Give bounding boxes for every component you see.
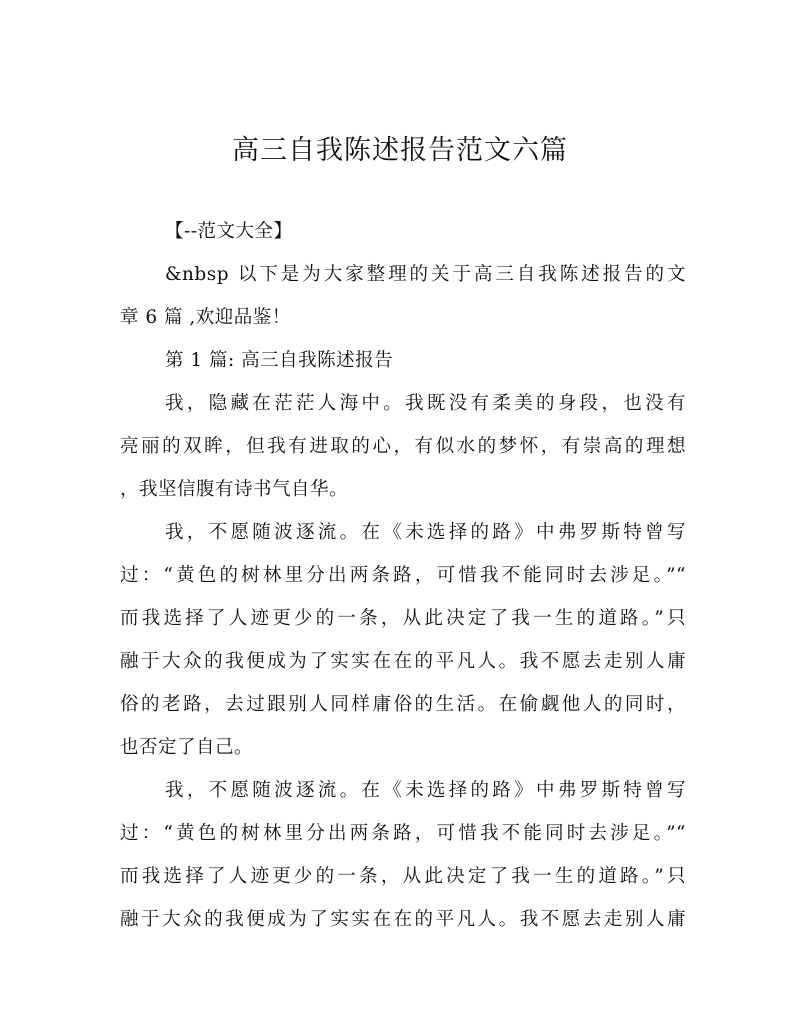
paragraph-line: 亮丽的双眸，但我有进取的心，有似水的梦怀，有崇高的理想 bbox=[120, 436, 686, 457]
intro-line-2: 章 6 篇 ,欢迎品鉴！ bbox=[120, 307, 291, 328]
paragraph-line: 我，不愿随波逐流。在《未选择的路》中弗罗斯特曾写 bbox=[165, 522, 686, 543]
paragraph-line: 过：“黄色的树林里分出两条路，可惜我不能同时去涉足。”“ bbox=[120, 565, 686, 586]
paragraph-line: 融于大众的我便成为了实实在在的平凡人。我不愿去走别人庸 bbox=[120, 651, 686, 672]
paragraph-line: 我，不愿随波逐流。在《未选择的路》中弗罗斯特曾写 bbox=[165, 780, 686, 801]
paragraph-line: 融于大众的我便成为了实实在在的平凡人。我不愿去走别人庸 bbox=[120, 909, 686, 930]
paragraph-line: 俗的老路，去过跟别人同样庸俗的生活。在偷觑他人的同时， bbox=[120, 694, 686, 715]
document-body bbox=[120, 210, 686, 941]
paragraph-line: 过：“黄色的树林里分出两条路，可惜我不能同时去涉足。”“ bbox=[120, 823, 686, 844]
paragraph-line: ，我坚信腹有诗书气自华。 bbox=[120, 479, 349, 500]
paragraph-line: 我，隐藏在茫茫人海中。我既没有柔美的身段，也没有 bbox=[165, 393, 686, 414]
paragraph-line: 而我选择了人迹更少的一条，从此决定了我一生的道路。”只 bbox=[120, 866, 686, 887]
document-title: 高三自我陈述报告范文六篇 bbox=[232, 135, 568, 166]
category-tag: 【--范文大全】 bbox=[165, 221, 293, 242]
intro-line-1: &nbsp 以下是为大家整理的关于高三自我陈述报告的文 bbox=[165, 264, 686, 285]
paragraph-line: 也否定了自己。 bbox=[120, 737, 254, 758]
section-heading: 第 1 篇: 高三自我陈述报告 bbox=[165, 350, 394, 371]
paragraph-line: 而我选择了人迹更少的一条，从此决定了我一生的道路。”只 bbox=[120, 608, 686, 629]
